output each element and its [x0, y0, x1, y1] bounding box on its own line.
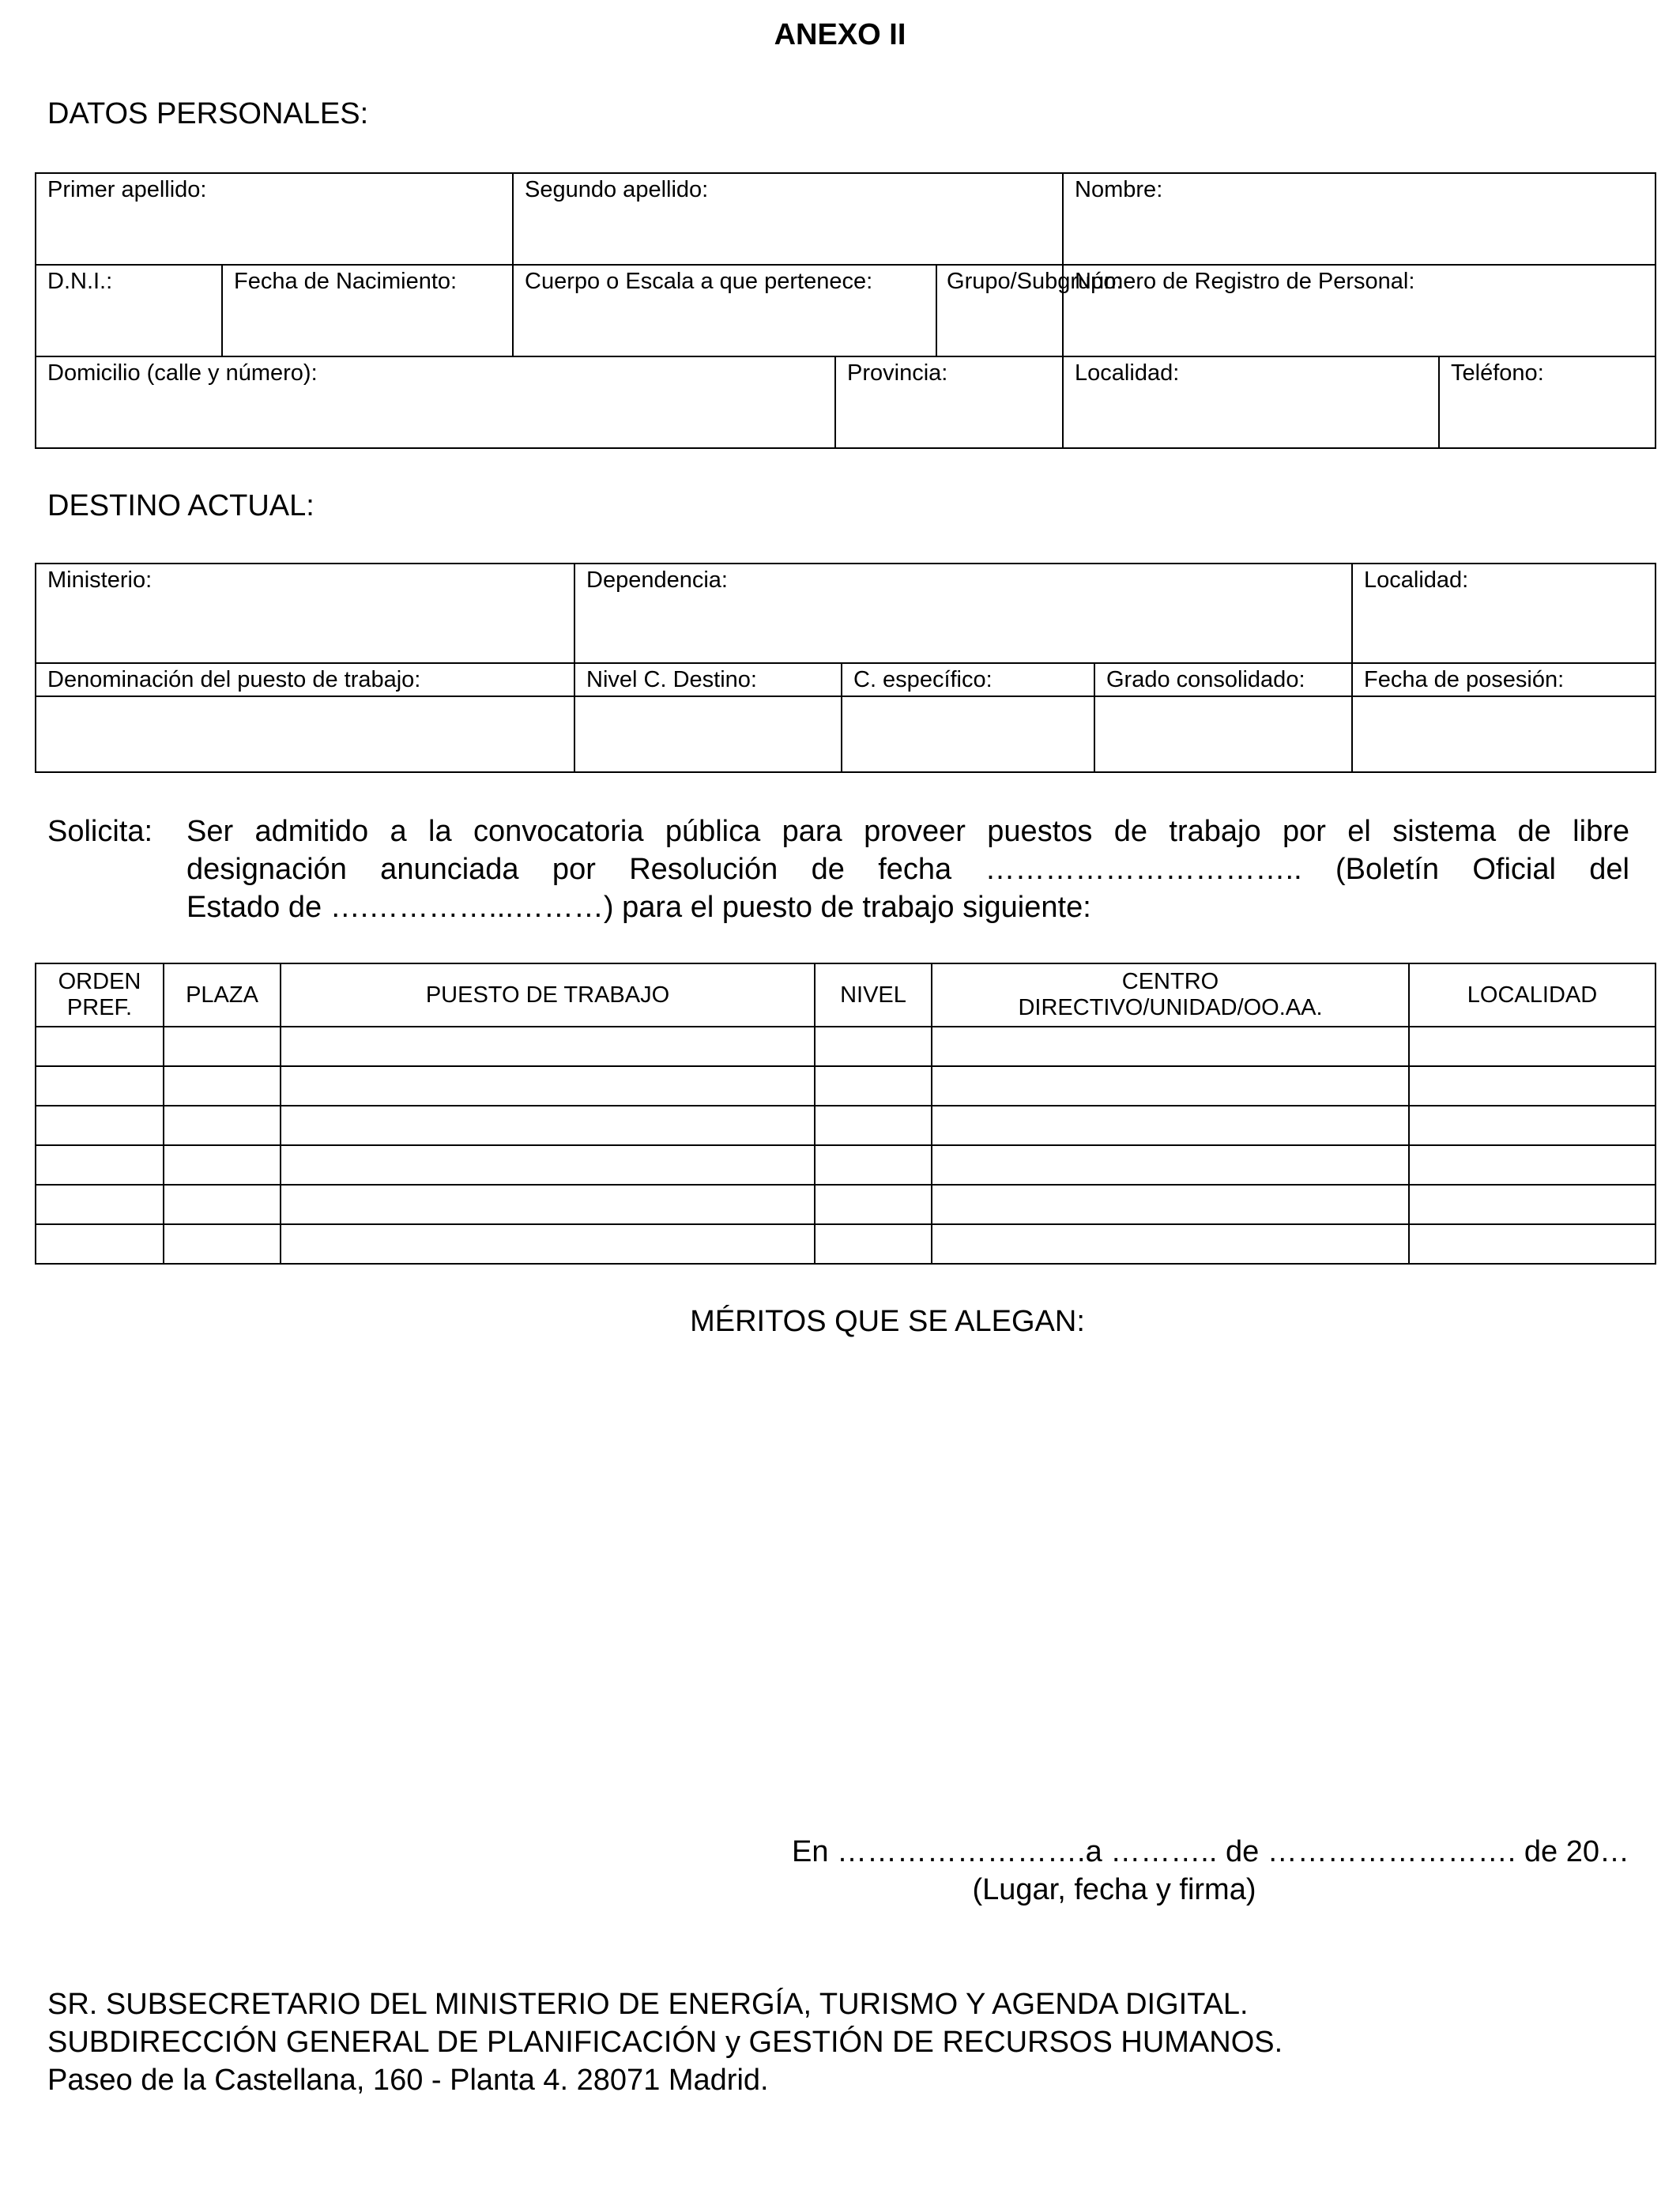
table-cell[interactable]: [932, 1185, 1409, 1224]
posesion-header: [1352, 663, 1656, 696]
provincia-label: Provincia:: [847, 360, 948, 386]
denominacion-header: [36, 663, 574, 696]
domicilio-field[interactable]: [36, 356, 835, 448]
footer-address: [47, 1985, 1283, 2099]
localidad-label: Localidad:: [1075, 360, 1180, 386]
primer-apellido-label: Primer apellido:: [47, 177, 207, 202]
table-cell[interactable]: [281, 1145, 815, 1185]
footer-line: Paseo de la Castellana, 160 - Planta 4. 28071 Madrid.: [47, 2064, 769, 2097]
table-cell[interactable]: [932, 1027, 1409, 1066]
footer-line: SR. SUBSECRETARIO DEL MINISTERIO DE ENERGÍA, TURISMO Y AGENDA DIGITAL.: [47, 1988, 1249, 2021]
nombre-label: Nombre:: [1075, 177, 1163, 202]
table-cell[interactable]: [1409, 1106, 1656, 1145]
table-cell[interactable]: [281, 1066, 815, 1106]
telefono-field[interactable]: [1439, 356, 1656, 448]
table-cell[interactable]: [36, 1224, 164, 1264]
document-title: ANEXO II: [774, 18, 906, 51]
dependencia-field[interactable]: [574, 564, 1352, 663]
destino-localidad-label: Localidad:: [1364, 567, 1469, 593]
dependencia-label: Dependencia:: [586, 567, 728, 593]
nombre-field[interactable]: [1063, 173, 1656, 265]
table-cell[interactable]: [1409, 1224, 1656, 1264]
destino-localidad-field[interactable]: [1352, 564, 1656, 663]
table-cell[interactable]: [281, 1106, 815, 1145]
table-cell[interactable]: [1409, 1066, 1656, 1106]
nivel-destino-header: [574, 663, 842, 696]
nivel-destino-input[interactable]: [574, 696, 842, 772]
ministerio-field[interactable]: [36, 564, 574, 663]
table-cell[interactable]: [1409, 1145, 1656, 1185]
meritos-heading: MÉRITOS QUE SE ALEGAN:: [690, 1305, 1085, 1338]
primer-apellido-field[interactable]: [36, 173, 513, 265]
dni-label: D.N.I.:: [47, 269, 113, 294]
table-row: [36, 1224, 1656, 1264]
table-cell[interactable]: [815, 1224, 932, 1264]
table-cell[interactable]: [164, 1066, 281, 1106]
footer-line: SUBDIRECCIÓN GENERAL DE PLANIFICACIÓN y GESTIÓN DE RECURSOS HUMANOS.: [47, 2026, 1283, 2059]
especifico-label: C. específico:: [853, 667, 993, 692]
fecha-nacimiento-label: Fecha de Nacimiento:: [234, 269, 458, 294]
table-cell[interactable]: [815, 1145, 932, 1185]
table-cell[interactable]: [932, 1224, 1409, 1264]
destino-actual-table: [35, 563, 1656, 773]
domicilio-label: Domicilio (calle y número):: [47, 360, 318, 386]
cuerpo-escala-field[interactable]: [513, 265, 936, 356]
nivel-destino-label: Nivel C. Destino:: [586, 667, 757, 692]
fecha-nacimiento-field[interactable]: [222, 265, 513, 356]
table-row: [36, 1185, 1656, 1224]
especifico-input[interactable]: [842, 696, 1094, 772]
personal-data-heading: DATOS PERSONALES:: [47, 97, 369, 130]
provincia-field[interactable]: [835, 356, 1063, 448]
plaza-header: PLAZA: [164, 963, 281, 1027]
table-cell[interactable]: [281, 1224, 815, 1264]
table-cell[interactable]: [164, 1027, 281, 1066]
table-cell[interactable]: [164, 1106, 281, 1145]
table-cell[interactable]: [932, 1145, 1409, 1185]
table-row: [36, 1066, 1656, 1106]
personal-data-table: [35, 172, 1656, 449]
grado-input[interactable]: [1094, 696, 1352, 772]
table-cell[interactable]: [815, 1106, 932, 1145]
table-cell[interactable]: [1409, 1185, 1656, 1224]
segundo-apellido-label: Segundo apellido:: [525, 177, 709, 202]
table-cell[interactable]: [36, 1066, 164, 1106]
signature-note: (Lugar, fecha y firma): [972, 1873, 1256, 1906]
table-cell[interactable]: [164, 1145, 281, 1185]
cuerpo-escala-label: Cuerpo o Escala a que pertenece:: [525, 269, 873, 294]
puestos-table: [35, 963, 1656, 1265]
table-cell[interactable]: [815, 1027, 932, 1066]
grado-header: [1094, 663, 1352, 696]
localidad-field[interactable]: [1063, 356, 1439, 448]
table-cell[interactable]: [36, 1185, 164, 1224]
numero-registro-field[interactable]: [1063, 265, 1656, 356]
solicita-line: designación anunciada por Resolución de fecha ………………………….. (Boletín Oficial del: [186, 853, 1629, 886]
table-cell[interactable]: [36, 1027, 164, 1066]
ministerio-label: Ministerio:: [47, 567, 153, 593]
centro-directivo-header: CENTRO DIRECTIVO/UNIDAD/OO.AA.: [932, 963, 1409, 1027]
denominacion-label: Denominación del puesto de trabajo:: [47, 667, 421, 692]
table-cell[interactable]: [36, 1106, 164, 1145]
table-row: [36, 1145, 1656, 1185]
grupo-subgrupo-label: Grupo/Subgrupo:: [947, 269, 1123, 294]
solicita-line: Estado de ….…………...………) para el puesto de trabajo siguiente:: [186, 891, 1091, 924]
table-cell[interactable]: [1409, 1027, 1656, 1066]
orden-pref-header: ORDEN PREF.: [36, 963, 164, 1027]
solicita-line: Ser admitido a la convocatoria pública para proveer puestos de trabajo por el sistema de libre: [186, 815, 1629, 848]
table-cell[interactable]: [932, 1106, 1409, 1145]
table-row: [36, 1106, 1656, 1145]
table-cell[interactable]: [281, 1185, 815, 1224]
solicita-paragraph: [186, 812, 1629, 926]
posesion-input[interactable]: [1352, 696, 1656, 772]
puesto-trabajo-header: PUESTO DE TRABAJO: [281, 963, 815, 1027]
table-cell[interactable]: [932, 1066, 1409, 1106]
destino-actual-heading: DESTINO ACTUAL:: [47, 489, 315, 522]
grado-label: Grado consolidado:: [1106, 667, 1305, 692]
table-cell[interactable]: [815, 1185, 932, 1224]
table-cell[interactable]: [164, 1224, 281, 1264]
table-cell[interactable]: [36, 1145, 164, 1185]
table-cell[interactable]: [815, 1066, 932, 1106]
grupo-subgrupo-field[interactable]: [936, 265, 1123, 356]
dni-field[interactable]: [36, 265, 222, 356]
posesion-label: Fecha de posesión:: [1364, 667, 1565, 692]
place-date-line: En …………………….a ……….. de ……………………. de 20…: [792, 1835, 1629, 1868]
denominacion-input[interactable]: [36, 696, 574, 772]
solicita-label: Solicita:: [47, 815, 153, 848]
segundo-apellido-field[interactable]: [513, 173, 1063, 265]
localidad-header: LOCALIDAD: [1409, 963, 1656, 1027]
table-row: [36, 1027, 1656, 1066]
table-cell[interactable]: [281, 1027, 815, 1066]
nivel-header: NIVEL: [815, 963, 932, 1027]
table-cell[interactable]: [164, 1185, 281, 1224]
especifico-header: [842, 663, 1094, 696]
numero-registro-label: Número de Registro de Personal:: [1075, 269, 1415, 294]
telefono-label: Teléfono:: [1451, 360, 1544, 386]
